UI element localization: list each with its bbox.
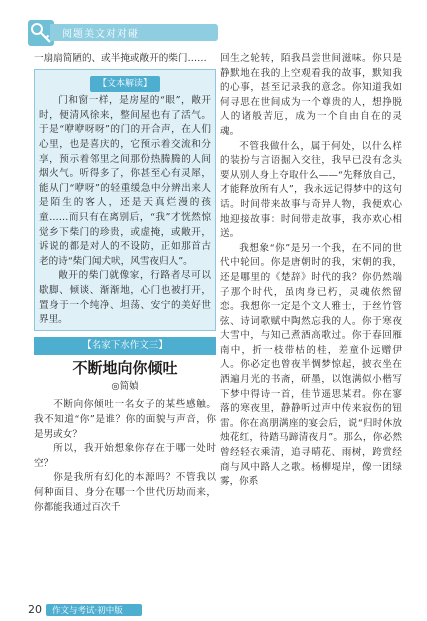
analysis-paragraph: 敞开的柴门就像家，行路者尽可以歇脚、倾谈、渐渐地，心门也被打开，置身于一个纯净、坦荡、安宁的美好世界里。	[39, 270, 211, 326]
essay-paragraph: 你是我所有幻化的本源吗？不管我以何种面目、身分在哪一个世代历劫而来，你都能我通过百次千	[34, 472, 216, 513]
essay-author: ◎简媜	[111, 380, 139, 392]
analysis-label: 【文本解读】	[90, 76, 160, 93]
page-footer	[28, 603, 408, 617]
page-header	[28, 20, 228, 46]
right-column	[220, 52, 402, 490]
essay-paragraph: 我想象“你”是另一个我，在不同的世代中轮回。你是唐朝时的我，宋朝的我，还是哪里的《楚辞》时代的我？你仍然端子那个时代，虽肉身已朽，灵魂依然留恋。我想你一定是个文人雅士，于丝竹管弦、诗词歌赋中陶然忘我的人。你于寒夜大雪中，与知己煮酒高歌过。你于春回雁南中，折一枝带枯的桂，差童仆远赠伊人。你必定也曾夜半惆梦惊起，披衣坐在洒遍月光的书斋，研墨，以饱满似小楷写下梦中得诗一首，佳节遥思某君。你在寥落的寒夜里，静静听过声中传来寂伤的钮雷。你在高朋满座的宴会后，说“归时休放烛花红，待踏马蹄清夜月”。那么，你必然曾经轻衣乘清，追寻晴花、雨树，跨赏经商与风中路人之歌。杨柳堤岸，像一团绿雾，你系	[220, 242, 402, 488]
page-number: 20	[28, 603, 42, 616]
essay-paragraph: 回生之轮转，陌我昌尝世间滋味。你只是静默地在我的上空观看我的故事，默知我的心事，甚至记录我的意念。你知道我如何寻思在世间成为一个尊贵的人，想挣脱人的诸般苦厄，成为一个自由自在的灵魂。	[220, 53, 402, 137]
footer-label: 作文与考试·初中版	[52, 606, 123, 616]
analysis-box	[34, 69, 216, 331]
header-title: 阅题美文对对碰	[62, 29, 139, 40]
analysis-paragraph: 门和窗一样，是房屋的“眼”，敞开时，便清风徐来，整间屋也有了活气。于是“咿咿呀呀”的门的开合声，在人们心里，也是喜庆的，它预示着交流和分享，预示着邻里之间那份热腾腾的人间烟火气。听得多了，你甚至心有灵犀，能从门“咿呀”的轻重缓急中分辨出来人是陌生的客人，还是天真烂漫的孩童……而只有在离别后，“我”才恍然惊觉乡下柴门的珍贵，或虚掩，或敞开，诉说的都是对人的不设防，正如那首古老的诗“柴门闻犬吠，风雪夜归人”。	[39, 95, 211, 267]
essay-paragraph: 所以，我开始想象你存在于哪一处时空？	[34, 443, 216, 469]
intro-text: 一扇扇简陋的、或半掩或敞开的柴门……	[34, 53, 207, 64]
left-column	[34, 52, 216, 515]
essay-paragraph: 不管我做什么，属于何处，以什么样的装扮与言语掘入交往，我早已没有念头要从别人身上夺取什么——“先释放自己，才能释放所有人”，我永远记得梦中的这句话。时间带来故事与奇异人物，我便欢心地迎接故事：时间带走故事，我亦欢心相送。	[220, 140, 402, 240]
section-banner: 【名家下水作文三】	[34, 337, 216, 356]
essay-title: 不断地向你倾吐	[72, 359, 178, 378]
essay-paragraph: 不断向你倾吐一名女子的某些感触。我不知道“你”是谁？你的面貌与声音，你是男或女？	[34, 399, 216, 440]
